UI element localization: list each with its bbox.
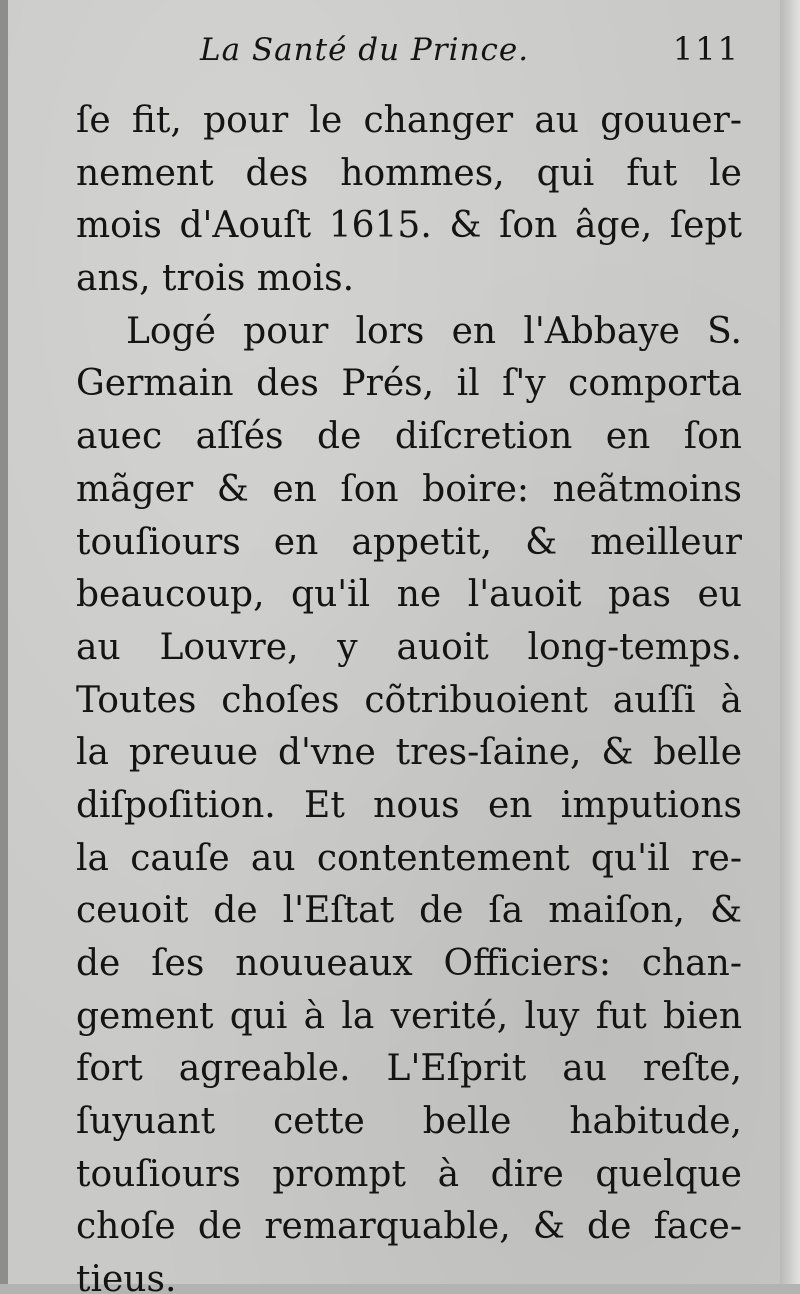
text-line: ans, trois mois. [76,258,355,300]
text-line: la cauſe au contentement qu'il re- [76,837,742,879]
paragraph [76,306,742,1294]
text-line: nement des hommes, qui fut le [76,152,742,194]
text-line: choſe de remarquable, & de face- [76,1206,742,1248]
text-line: touſiours prompt à dire quelque [76,1153,742,1195]
text-line: fort agreable. L'Eſprit au reſte, [76,1048,742,1090]
page-number: 111 [672,30,740,68]
running-title: La Santé du Prince. [200,32,530,68]
text-line: mois d'Aouſt 1615. & ſon âge, ſept [76,205,742,247]
text-line: diſpoſition. Et nous en imputions [76,784,742,826]
page-left-edge [0,0,8,1294]
text-line: ceuoit de l'Eſtat de ſa maiſon, & [76,890,742,932]
text-line: mãger & en ſon boire: neãtmoins [76,468,742,510]
page-header [200,28,740,72]
text-line: ſuyuant cette belle habitude, [76,1101,742,1143]
text-line: tieus. [76,1259,177,1294]
text-line: Logé pour lors en l'Abbaye S. [126,310,742,352]
text-line: au Louvre, y auoit long-temps. [76,626,742,668]
text-line: Toutes choſes cõtribuoient auſſi à [76,679,742,721]
text-line: de ſes nouueaux Officiers: chan- [76,943,742,984]
body-text [76,95,742,1294]
text-line: Germain des Prés, il ſ'y comporta [76,363,742,405]
text-line: beaucoup, qu'il ne l'auoit pas eu [76,574,742,616]
text-line: gement qui à la verité, luy fut bien [76,995,742,1037]
paragraph [76,95,742,306]
text-line: auec aſſés de diſcretion en ſon [76,416,742,458]
page-right-edge [780,0,800,1294]
text-line: touſiours en appetit, & meilleur [76,521,742,563]
text-line: ſe fit, pour le changer au gouuer- [76,100,742,141]
text-line: la preuue d'vne tres-ſaine, & belle [76,732,742,774]
